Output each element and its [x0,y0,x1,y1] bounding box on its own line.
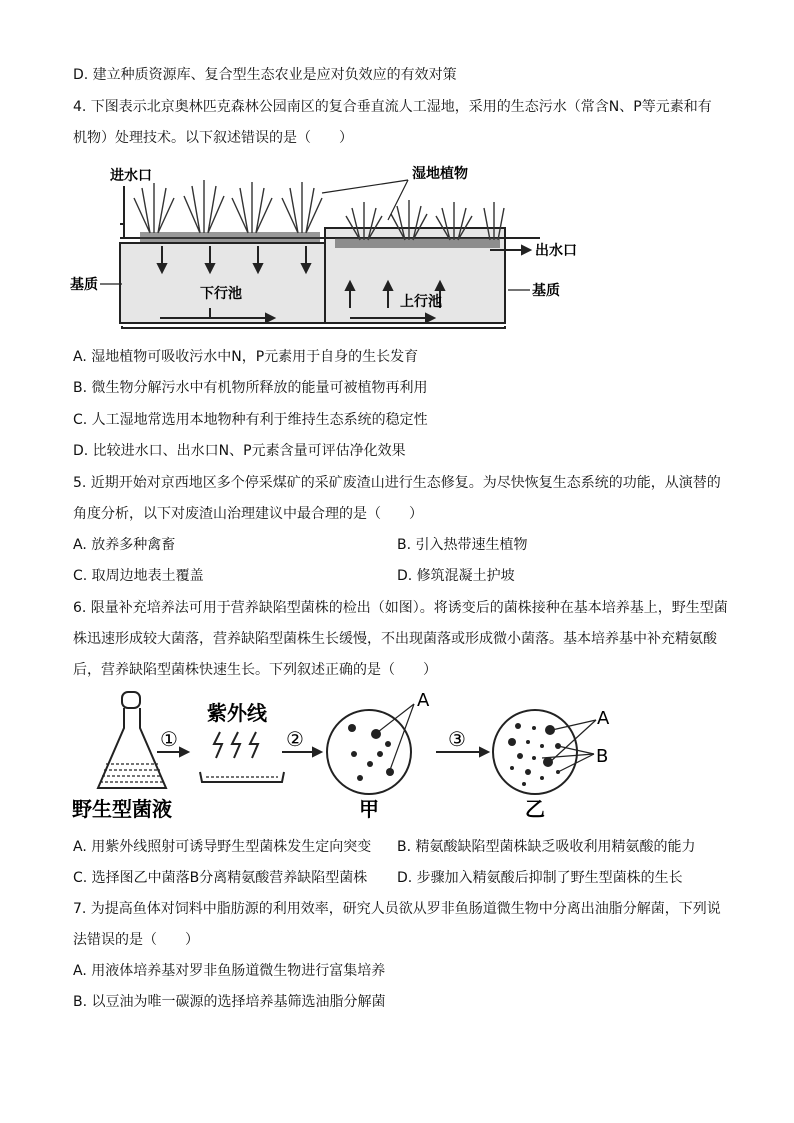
wetland-outlet-label: 出水口 [535,243,577,259]
q6-option-c: C. 选择图乙中菌落B分离精氨酸营养缺陷型菌株 [73,870,368,886]
plate-jia-caption: 甲 [359,797,379,821]
plate-jia [327,710,411,794]
plate-yi-label-a: A [597,708,610,729]
q5-option-c: C. 取周边地表土覆盖 [73,568,204,584]
q7-option-b: B. 以豆油为唯一碳源的选择培养基筛选油脂分解菌 [73,994,386,1010]
q6-option-b: B. 精氨酸缺陷型菌株缺乏吸收利用精氨酸的能力 [397,839,696,855]
step3-label: ③ [448,727,466,751]
step1-label: ① [160,727,178,751]
q4-option-a: A. 湿地植物可吸收污水中N，P元素用于自身的生长发育 [73,349,419,365]
q4-option-c: C. 人工湿地常选用本地物种有利于维持生态系统的稳定性 [73,412,428,428]
uv-lightning-icon [214,732,258,758]
flask-caption: 野生型菌液 [72,797,172,821]
plate-yi [493,710,577,794]
culture-dish [200,772,284,782]
plate-yi-label-b: B [596,746,609,767]
wetland-plants-left [134,180,322,233]
wetland-down-pool-label: 下行池 [200,286,242,302]
plate-yi-caption: 乙 [525,797,545,821]
step2-label: ② [286,727,304,751]
q4-stem-line2: 机物）处理技术。以下叙述错误的是（ ） [73,130,353,146]
q6-option-d: D. 步骤加入精氨酸后抑制了野生型菌株的生长 [397,870,683,886]
q4-option-d: D. 比较进水口、出水口N、P元素含量可评估净化效果 [73,443,406,459]
wetland-up-pool-label: 上行池 [400,294,442,310]
wetland-substrate-right-label: 基质 [532,283,560,299]
uv-label: 紫外线 [207,701,267,725]
q6-stem-line3: 后，营养缺陷型菌株快速生长。下列叙述正确的是（ ） [73,662,437,678]
q3-option-d: D. 建立种质资源库、复合型生态农业是应对负效应的有效对策 [73,67,457,83]
q6-stem-line1: 6. 限量补充培养法可用于营养缺陷型菌株的检出（如图）。将诱变后的菌株接种在基本培养基上，野生型菌 [73,600,728,616]
plate-jia-label-a: A [417,690,430,711]
culture-diagram [72,688,632,828]
q5-stem-line2: 角度分析，以下对废渣山治理建议中最合理的是（ ） [73,506,423,522]
q6-stem-line2: 株迅速形成较大菌落，营养缺陷型菌株生长缓慢，不出现菌落或形成微小菌落。基本培养基中补充精氨酸 [73,631,717,647]
wetland-substrate-left-label: 基质 [70,277,98,293]
q7-stem-line2: 法错误的是（ ） [73,932,199,948]
flask-icon [98,692,166,788]
q4-option-b: B. 微生物分解污水中有机物所释放的能量可被植物再利用 [73,380,428,396]
q5-option-d: D. 修筑混凝土护坡 [397,568,515,584]
wetland-inlet-label: 进水口 [110,168,152,184]
plate-jia-colonies [348,724,394,781]
plate-yi-colonies [508,723,561,786]
q7-option-a: A. 用液体培养基对罗非鱼肠道微生物进行富集培养 [73,963,386,979]
inlet-pipe [120,186,124,238]
wetland-diagram [70,158,630,338]
q4-stem-line1: 4. 下图表示北京奥林匹克森林公园南区的复合垂直流人工湿地，采用的生态污水（常含N、P等元素和有 [73,99,712,115]
q5-option-a: A. 放养多种禽畜 [73,537,176,553]
q7-stem-line1: 7. 为提高鱼体对饲料中脂肪源的利用效率，研究人员欲从罗非鱼肠道微生物中分离出油脂分解菌，下列说 [73,901,721,917]
wetland-plants-label: 湿地植物 [412,166,468,182]
q5-option-b: B. 引入热带速生植物 [397,537,528,553]
q5-stem-line1: 5. 近期开始对京西地区多个停采煤矿的采矿废渣山进行生态修复。为尽快恢复生态系统的功能，从演替的 [73,475,721,491]
q6-option-a: A. 用紫外线照射可诱导野生型菌株发生定向突变 [73,839,372,855]
